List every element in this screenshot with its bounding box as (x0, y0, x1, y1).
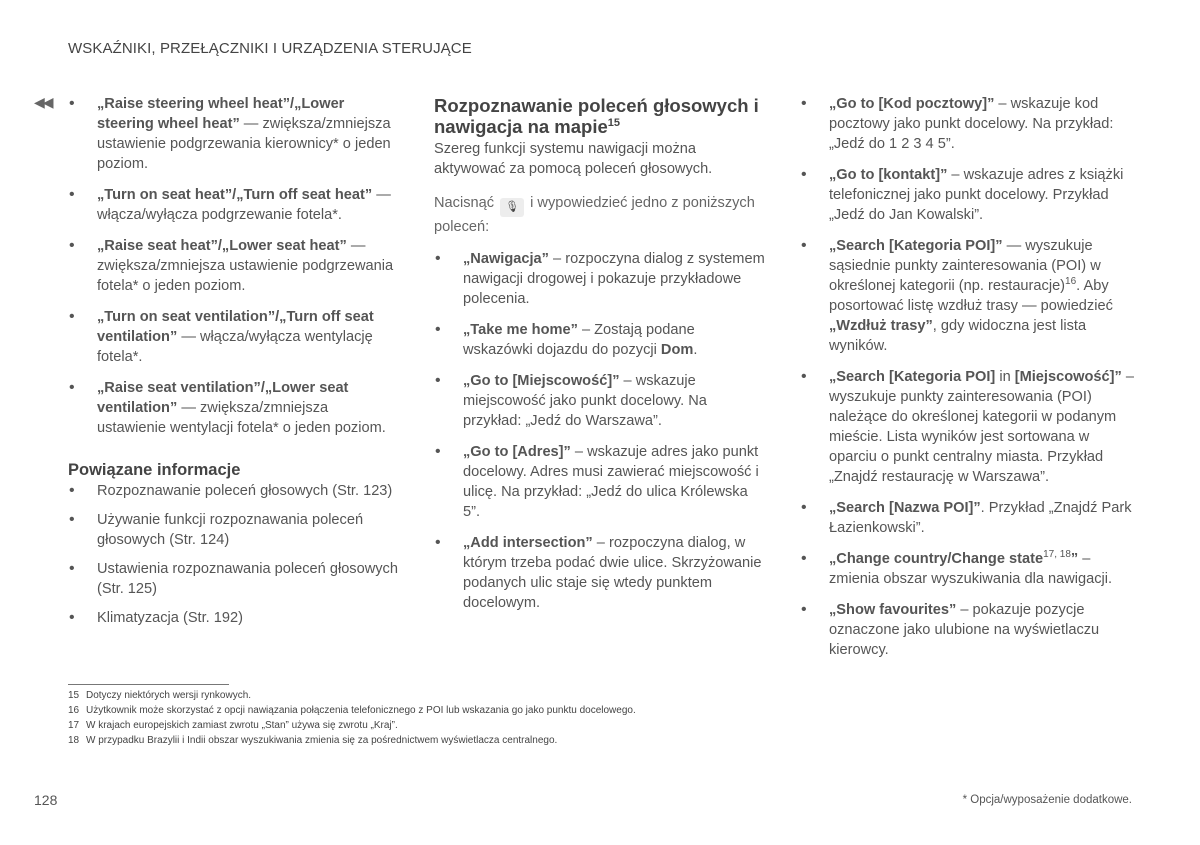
list-item: • „Search [Kategoria POI]” — wyszukuje sąsiednie punkty zainteresowania (POI) w określonej kategorii (np. restauracje)$^{16}$. Aby posortować listę wzdłuż trasy — powiedzieć „Wzdłuż trasy”, gdy widoczna jest lista wyników. (800, 236, 1134, 356)
page-header: WSKAŹNIKI, PRZEŁĄCZNIKI I URZĄDZENIA STERUJĄCE (68, 40, 472, 57)
section-title: Rozpoznawanie poleceń głosowych i nawigacja na mapie$^{15}$ (434, 95, 759, 137)
list-item: • „Go to [Adres]” – wskazuje adres jako punkt docelowy. Adres musi zawierać miejscowość i ulicę. Na przykład: „Jedź do ulica Królewska 5”. (434, 442, 768, 522)
related-link[interactable]: • Używanie funkcji rozpoznawania poleceń głosowych (Str. 124) (68, 510, 400, 550)
list-item: • „Take me home” – Zostają podane wskazówki dojazdu do pozycji Dom. (434, 320, 768, 360)
list-item: • „Raise steering wheel heat”/„Lower steering wheel heat” — zwiększa/zmniejsza ustawienie podgrzewania kierownicy* o jeden poziom. (68, 94, 400, 174)
related-link[interactable]: • Ustawienia rozpoznawania poleceń głosowych (Str. 125) (68, 559, 400, 599)
list-item: • „Show favourites” – pokazuje pozycje oznaczone jako ulubione na wyświetlaczu kierowcy. (800, 600, 1134, 660)
column-middle (434, 94, 768, 624)
heat-commands-list (68, 94, 400, 438)
list-item: • „Search [Kategoria POI] in [Miejscowość]” – wyszukuje punkty zainteresowania (POI) należące do określonej kategorii w podanym mieście. Lista wyników jest sortowana w oparciu o punkt centralny miasta. Przykład „Znajdź restaurację w Warszawa”. (800, 367, 1134, 487)
column-left (68, 94, 400, 637)
related-link[interactable]: • Rozpoznawanie poleceń głosowych (Str. 123) (68, 481, 400, 501)
optional-equipment-note: * Opcja/wyposażenie dodatkowe. (962, 794, 1132, 806)
section-intro: Szereg funkcji systemu nawigacji można aktywować za pomocą poleceń głosowych. (434, 141, 713, 177)
footnote-ref: 15 (607, 116, 621, 129)
list-item: • „Turn on seat heat”/„Turn off seat heat” — włącza/wyłącza podgrzewanie fotela*. (68, 185, 400, 225)
list-item: • „Raise seat ventilation”/„Lower seat ventilation” — zwiększa/zmniejsza ustawienie wentylacji fotela* o jeden poziom. (68, 378, 400, 438)
footnote-ref: 17, 18 (1043, 549, 1071, 561)
footnote: 15 Dotyczy niektórych wersji rynkowych. (68, 690, 252, 701)
related-info-heading: Powiązane informacje (68, 461, 241, 479)
navigation-commands-list (434, 249, 768, 613)
footnote-divider (68, 684, 229, 685)
list-item: • „Nawigacja” – rozpoczyna dialog z systemem nawigacji drogowej i pokazuje przykładowe polecenia. (434, 249, 768, 309)
list-item: • „Go to [Kod pocztowy]” – wskazuje kod pocztowy jako punkt docelowy. Na przykład: „Jedź do 1 2 3 4 5”. (800, 94, 1134, 154)
footnotes (68, 688, 636, 748)
related-link[interactable]: • Klimatyzacja (Str. 192) (68, 608, 400, 628)
footnote: 16 Użytkownik może skorzystać z opcji nawiązania połączenia telefonicznego z POI lub wskazania go jako punktu docelowego. (68, 705, 636, 716)
column-right (800, 94, 1134, 671)
footnote-ref: 16 (1065, 276, 1077, 288)
navigation-commands-list-continued (800, 94, 1134, 660)
list-item: • „Change country/Change state$^{17, 18}$” – zmienia obszar wyszukiwania dla nawigacji. (800, 549, 1134, 589)
list-item: • „Raise seat heat”/„Lower seat heat” — zwiększa/zmniejsza ustawienie podgrzewania fotela* o jeden poziom. (68, 236, 400, 296)
list-item: • „Search [Nazwa POI]”. Przykład „Znajdź Park Łazienkowski”. (800, 498, 1134, 538)
list-item: • „Add intersection” – rozpoczyna dialog, w którym trzeba podać dwie ulice. Skrzyżowanie podanych ulic staje się wtedy punktem docelowym. (434, 533, 768, 613)
voice-control-icon: 🎙 (500, 198, 524, 217)
footnote: 18 W przypadku Brazylii i Indii obszar wyszukiwania zmienia się za pośrednictwem wyświetlacza centralnego. (68, 735, 558, 746)
list-item: • „Go to [Miejscowość]” – wskazuje miejscowość jako punkt docelowy. Na przykład: „Jedź do Warszawa”. (434, 371, 768, 431)
list-item: • „Go to [kontakt]” – wskazuje adres z książki telefonicznej jako punkt docelowy. Przykład „Jedź do Jan Kowalski”. (800, 165, 1134, 225)
page-number: 128 (34, 792, 58, 808)
list-item: • „Turn on seat ventilation”/„Turn off seat ventilation” — włącza/wyłącza wentylację fotela*. (68, 307, 400, 367)
back-arrow-icon[interactable]: ◀◀ (34, 94, 52, 110)
footnote: 17 W krajach europejskich zamiast zwrotu „Stan” używa się zwrotu „Kraj”. (68, 720, 398, 731)
instruction-text: Nacisnąć 🎙 i wypowiedzieć jedno z poniższych poleceń: (434, 195, 755, 235)
related-links-list (68, 481, 400, 628)
